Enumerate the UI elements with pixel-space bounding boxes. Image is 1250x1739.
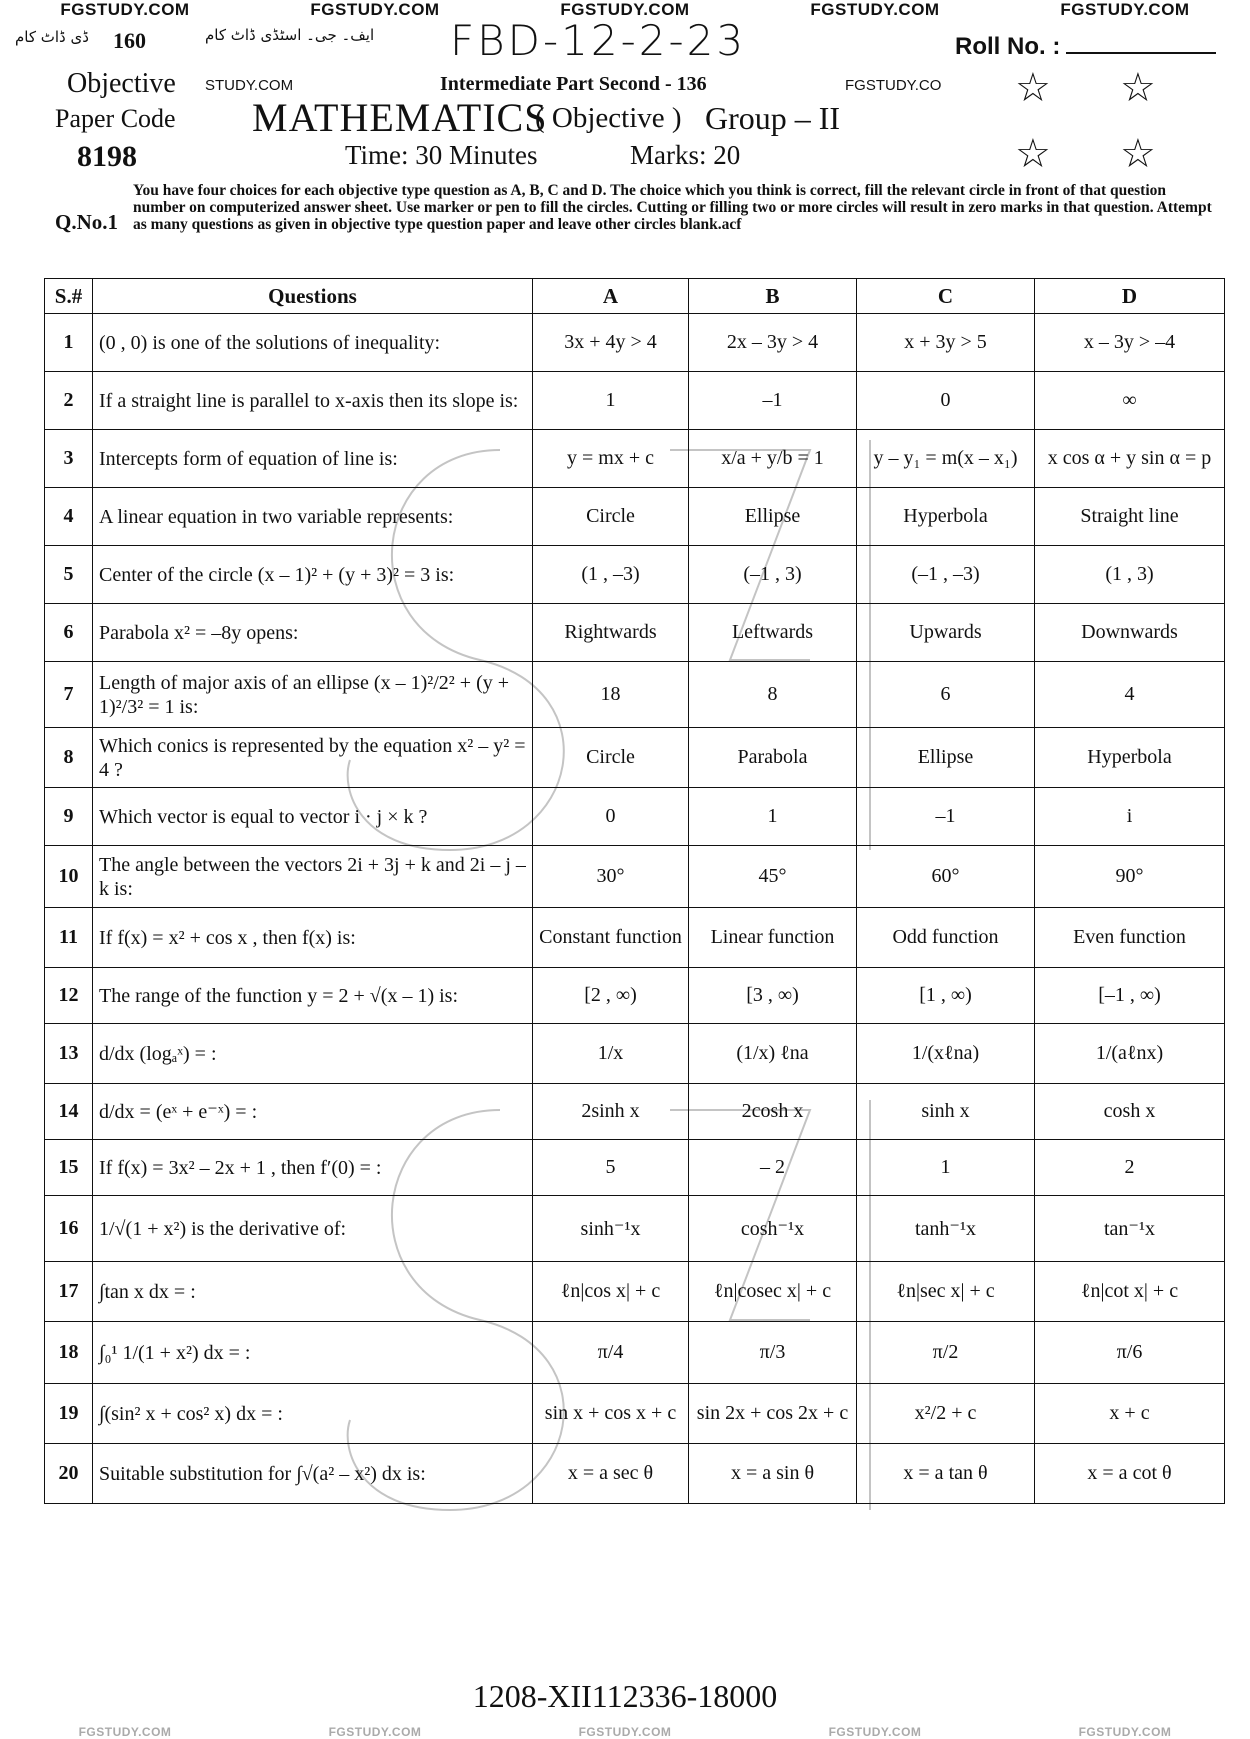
option-a: y = mx + c	[533, 430, 689, 488]
option-d: 90°	[1035, 846, 1225, 908]
option-a: 30°	[533, 846, 689, 908]
option-c: 0	[857, 372, 1035, 430]
option-b: ℓn|cosec x| + c	[689, 1262, 857, 1322]
option-c: 6	[857, 662, 1035, 728]
option-c: x²/2 + c	[857, 1384, 1035, 1444]
option-a: [2 , ∞)	[533, 968, 689, 1024]
total-marks: Marks: 20	[630, 140, 741, 170]
option-a: 1/x	[533, 1024, 689, 1084]
option-c: π/2	[857, 1322, 1035, 1384]
table-row	[45, 488, 1225, 546]
table-row	[45, 788, 1225, 846]
column-header: S.#	[45, 279, 93, 314]
option-d: x = a cot θ	[1035, 1444, 1225, 1504]
table-row	[45, 314, 1225, 372]
option-c: y – y₁ = m(x – x₁)	[857, 430, 1035, 488]
option-b: 2x – 3y > 4	[689, 314, 857, 372]
paper-type: ( Objective )	[535, 102, 682, 134]
watermark: STUDY.COM	[205, 77, 294, 94]
option-c: 1	[857, 1140, 1035, 1196]
question-text: ∫(sin² x + cos² x) dx = :	[93, 1384, 533, 1444]
option-d: ℓn|cot x| + c	[1035, 1262, 1225, 1322]
option-d: (1 , 3)	[1035, 546, 1225, 604]
option-b: x = a sin θ	[689, 1444, 857, 1504]
column-header: A	[533, 279, 689, 314]
watermark: FGSTUDY.COM	[1060, 0, 1190, 19]
table-row	[45, 846, 1225, 908]
question-text: A linear equation in two variable represents:	[93, 488, 533, 546]
handwritten-note: FBD-12-2-23	[450, 16, 747, 65]
table-header-row	[45, 279, 1225, 314]
table-row	[45, 968, 1225, 1024]
question-text: ∫tan x dx = :	[93, 1262, 533, 1322]
table-row	[45, 662, 1225, 728]
table-row	[45, 1024, 1225, 1084]
option-b: Parabola	[689, 728, 857, 788]
option-d: x cos α + y sin α = p	[1035, 430, 1225, 488]
question-serial: 19	[45, 1384, 93, 1444]
exam-part: Intermediate Part Second - 136	[440, 73, 707, 95]
option-c: 1/(xℓna)	[857, 1024, 1035, 1084]
watermark: FGSTUDY.COM	[578, 1725, 672, 1739]
question-serial: 16	[45, 1196, 93, 1262]
option-b: – 2	[689, 1140, 857, 1196]
option-d: Hyperbola	[1035, 728, 1225, 788]
table-row	[45, 604, 1225, 662]
column-header: B	[689, 279, 857, 314]
option-c: x + 3y > 5	[857, 314, 1035, 372]
column-header: C	[857, 279, 1035, 314]
question-serial: 12	[45, 968, 93, 1024]
question-text: d/dx (logₐˣ) = :	[93, 1024, 533, 1084]
table-row	[45, 372, 1225, 430]
option-a: x = a sec θ	[533, 1444, 689, 1504]
option-b: 45°	[689, 846, 857, 908]
option-b: sin 2x + cos 2x + c	[689, 1384, 857, 1444]
question-serial: 14	[45, 1084, 93, 1140]
roll-number-label: Roll No. :	[955, 33, 1061, 60]
column-header: Questions	[93, 279, 533, 314]
question-serial: 17	[45, 1262, 93, 1322]
question-serial: 13	[45, 1024, 93, 1084]
option-a: Circle	[533, 488, 689, 546]
option-a: ℓn|cos x| + c	[533, 1262, 689, 1322]
table-row	[45, 1444, 1225, 1504]
option-b: (–1 , 3)	[689, 546, 857, 604]
watermark: FGSTUDY.COM	[328, 1725, 422, 1739]
watermark: FGSTUDY.COM	[560, 0, 690, 19]
option-c: –1	[857, 788, 1035, 846]
urdu-watermark: ڈی ڈاٹ کام	[15, 28, 89, 46]
star-icon: ☆	[1120, 131, 1156, 177]
option-c: tanh⁻¹x	[857, 1196, 1035, 1262]
option-c: sinh x	[857, 1084, 1035, 1140]
table-row	[45, 908, 1225, 968]
subject-title: MATHEMATICS	[252, 95, 548, 140]
option-b: 8	[689, 662, 857, 728]
option-a: 0	[533, 788, 689, 846]
question-text: Which conics is represented by the equation x² – y² = 4 ?	[93, 728, 533, 788]
option-c: (–1 , –3)	[857, 546, 1035, 604]
option-a: 5	[533, 1140, 689, 1196]
watermark: FGSTUDY.COM	[1078, 1725, 1172, 1739]
questions-table	[44, 278, 1225, 1504]
question-serial: 3	[45, 430, 93, 488]
paper-header	[15, 16, 1225, 262]
question-text: ∫₀¹ 1/(1 + x²) dx = :	[93, 1322, 533, 1384]
table-row	[45, 1262, 1225, 1322]
watermark: FGSTUDY.COM	[78, 1725, 172, 1739]
option-b: Ellipse	[689, 488, 857, 546]
option-a: 3x + 4y > 4	[533, 314, 689, 372]
roll-number-blank[interactable]	[1066, 32, 1216, 54]
question-serial: 2	[45, 372, 93, 430]
star-icon: ☆	[1015, 65, 1051, 111]
objective-label: Objective	[67, 68, 176, 99]
column-header: D	[1035, 279, 1225, 314]
star-icon: ☆	[1120, 65, 1156, 111]
option-c: Hyperbola	[857, 488, 1035, 546]
question-text: Parabola x² = –8y opens:	[93, 604, 533, 662]
option-c: [1 , ∞)	[857, 968, 1035, 1024]
option-b: cosh⁻¹x	[689, 1196, 857, 1262]
option-b: Linear function	[689, 908, 857, 968]
option-a: 1	[533, 372, 689, 430]
question-text: If a straight line is parallel to x-axis then its slope is:	[93, 372, 533, 430]
option-c: 60°	[857, 846, 1035, 908]
question-text: (0 , 0) is one of the solutions of inequality:	[93, 314, 533, 372]
paper-code-label: Paper Code	[55, 104, 176, 133]
option-d: π/6	[1035, 1322, 1225, 1384]
roll-number-field[interactable]	[955, 32, 1216, 61]
question-serial: 7	[45, 662, 93, 728]
option-a: Rightwards	[533, 604, 689, 662]
option-d: Downwards	[1035, 604, 1225, 662]
table-row	[45, 1196, 1225, 1262]
table-row	[45, 430, 1225, 488]
urdu-watermark: ایف۔ جی۔ اسٹڈی ڈاٹ کام	[205, 26, 375, 44]
questions-body	[45, 314, 1225, 1504]
option-a: π/4	[533, 1322, 689, 1384]
option-b: 1	[689, 788, 857, 846]
option-b: π/3	[689, 1322, 857, 1384]
option-b: Leftwards	[689, 604, 857, 662]
question-serial: 1	[45, 314, 93, 372]
time-allowed: Time: 30 Minutes	[345, 140, 538, 170]
option-b: x/a + y/b = 1	[689, 430, 857, 488]
watermark: FGSTUDY.CO	[845, 77, 942, 94]
question-serial: 8	[45, 728, 93, 788]
option-a: (1 , –3)	[533, 546, 689, 604]
question-text: d/dx = (eˣ + e⁻ˣ) = :	[93, 1084, 533, 1140]
question-text: The range of the function y = 2 + √(x – 1) is:	[93, 968, 533, 1024]
option-c: ℓn|sec x| + c	[857, 1262, 1035, 1322]
option-d: i	[1035, 788, 1225, 846]
star-icon: ☆	[1015, 131, 1051, 177]
watermark: FGSTUDY.COM	[810, 0, 940, 19]
question-text: Intercepts form of equation of line is:	[93, 430, 533, 488]
option-d: 4	[1035, 662, 1225, 728]
table-row	[45, 546, 1225, 604]
option-a: Constant function	[533, 908, 689, 968]
bottom-watermark-row	[0, 1725, 1250, 1739]
question-text: If f(x) = 3x² – 2x + 1 , then f′(0) = :	[93, 1140, 533, 1196]
option-d: cosh x	[1035, 1084, 1225, 1140]
option-a: 2sinh x	[533, 1084, 689, 1140]
question-serial: 18	[45, 1322, 93, 1384]
option-c: Odd function	[857, 908, 1035, 968]
question-serial: 4	[45, 488, 93, 546]
question-serial: 9	[45, 788, 93, 846]
option-c: x = a tan θ	[857, 1444, 1035, 1504]
option-b: [3 , ∞)	[689, 968, 857, 1024]
watermark: FGSTUDY.COM	[310, 0, 440, 19]
question-serial: 15	[45, 1140, 93, 1196]
option-d: x – 3y > –4	[1035, 314, 1225, 372]
watermark: FGSTUDY.COM	[60, 0, 190, 19]
table-row	[45, 1384, 1225, 1444]
option-c: Upwards	[857, 604, 1035, 662]
option-a: Circle	[533, 728, 689, 788]
option-d: x + c	[1035, 1384, 1225, 1444]
option-d: 1/(aℓnx)	[1035, 1024, 1225, 1084]
option-b: 2cosh x	[689, 1084, 857, 1140]
question-text: The angle between the vectors 2i + 3j + k and 2i – j – k is:	[93, 846, 533, 908]
question-serial: 6	[45, 604, 93, 662]
question-text: Length of major axis of an ellipse (x – 1)²/2² + (y + 1)²/3² = 1 is:	[93, 662, 533, 728]
question-text: Center of the circle (x – 1)² + (y + 3)² = 3 is:	[93, 546, 533, 604]
table-row	[45, 1322, 1225, 1384]
question-text: Suitable substitution for ∫√(a² – x²) dx is:	[93, 1444, 533, 1504]
table-row	[45, 1140, 1225, 1196]
question-serial: 20	[45, 1444, 93, 1504]
watermark: FGSTUDY.COM	[828, 1725, 922, 1739]
question-text: 1/√(1 + x²) is the derivative of:	[93, 1196, 533, 1262]
option-d: [–1 , ∞)	[1035, 968, 1225, 1024]
option-b: (1/x) ℓna	[689, 1024, 857, 1084]
question-serial: 11	[45, 908, 93, 968]
option-d: ∞	[1035, 372, 1225, 430]
option-a: 18	[533, 662, 689, 728]
option-d: 2	[1035, 1140, 1225, 1196]
question-serial: 10	[45, 846, 93, 908]
instructions: You have four choices for each objective type question as A, B, C and D. The choice which you think is correct, fill the relevant circle in front of that question number on computerized answer sheet. Use marker or pen to fill the circles. Cutting or filling two or more circles will result in zero marks in that question. Attempt as many questions as given in objective type question paper and leave other circles blank.acf	[133, 182, 1212, 233]
table-row	[45, 728, 1225, 788]
option-a: sin x + cos x + c	[533, 1384, 689, 1444]
option-d: tan⁻¹x	[1035, 1196, 1225, 1262]
option-a: sinh⁻¹x	[533, 1196, 689, 1262]
footer-code: 1208-XII112336-18000	[472, 1678, 778, 1714]
option-d: Straight line	[1035, 488, 1225, 546]
question-serial: 5	[45, 546, 93, 604]
option-d: Even function	[1035, 908, 1225, 968]
paper-code: 8198	[77, 140, 137, 173]
question-text: If f(x) = x² + cos x , then f(x) is:	[93, 908, 533, 968]
table-row	[45, 1084, 1225, 1140]
question-number: Q.No.1	[55, 210, 118, 234]
question-text: Which vector is equal to vector i · j × k ?	[93, 788, 533, 846]
group-label: Group – II	[705, 100, 841, 136]
option-c: Ellipse	[857, 728, 1035, 788]
option-b: –1	[689, 372, 857, 430]
paper-number: 160	[113, 28, 146, 53]
